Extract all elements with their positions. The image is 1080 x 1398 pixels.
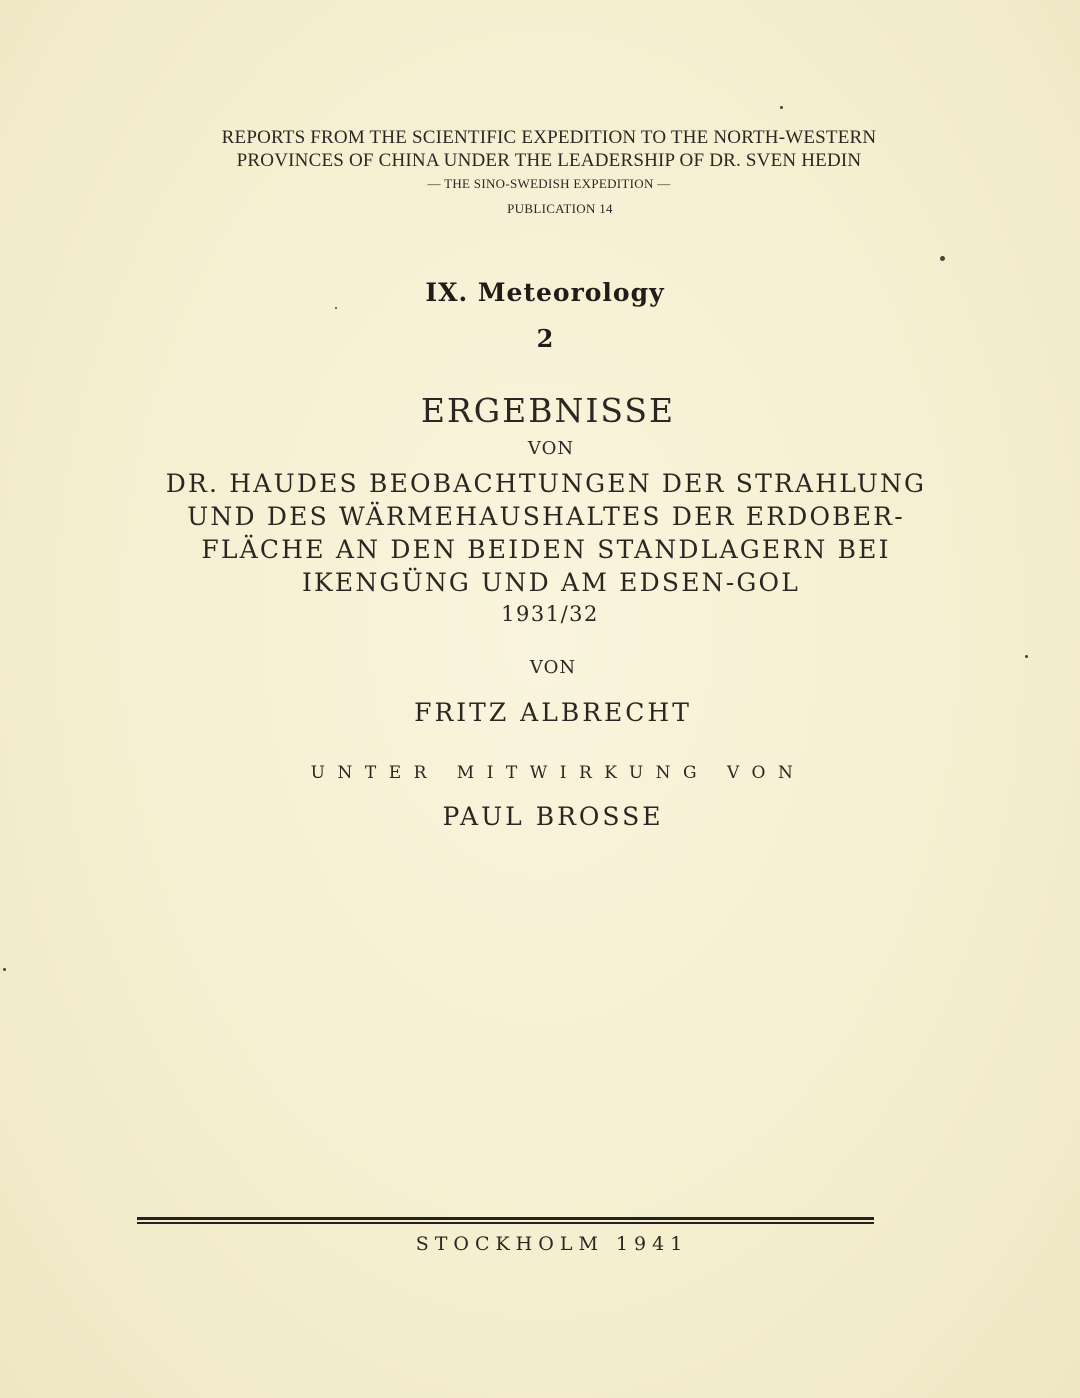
von-label: VON: [527, 438, 575, 459]
subtitle-line-1: DR. HAUDES BEOBACHTUNGEN DER STRAHLUNG: [165, 469, 927, 498]
section-title: IX. Meteorology: [425, 278, 665, 307]
main-title: ERGEBNISSE: [420, 391, 676, 430]
series-title-line-2: PROVINCES OF CHINA UNDER THE LEADERSHIP OF DR. SVEN HEDIN: [236, 150, 862, 171]
collaboration-label: UNTER MITWIRKUNG VON: [310, 763, 806, 783]
subtitle-line-3: FLÄCHE AN DEN BEIDEN STANDLAGERN BEI: [201, 535, 891, 564]
expedition-line: — THE SINO-SWEDISH EXPEDITION —: [427, 176, 671, 191]
subtitle-line-2: UND DES WÄRMEHAUSHALTES DER ERDOBER-: [187, 502, 905, 531]
collaborator-name: PAUL BROSSE: [442, 802, 664, 831]
imprint: STOCKHOLM 1941: [415, 1233, 689, 1255]
paper-speck: [335, 307, 337, 309]
paper-speck: [940, 256, 945, 261]
subtitle-line-4: IKENGÜNG UND AM EDSEN-GOL: [301, 568, 801, 597]
von-label-2: VON: [529, 657, 577, 678]
section-number: 2: [536, 324, 554, 353]
double-rule-bottom: [137, 1222, 874, 1224]
series-title-line-1: REPORTS FROM THE SCIENTIFIC EXPEDITION TO THE NORTH-WESTERN: [221, 127, 877, 148]
paper-speck: [780, 106, 783, 109]
publication-line: PUBLICATION 14: [507, 201, 613, 216]
author-name: FRITZ ALBRECHT: [414, 698, 692, 727]
years: 1931/32: [501, 602, 599, 626]
double-rule-top: [137, 1217, 874, 1220]
paper-speck: [3, 968, 6, 971]
